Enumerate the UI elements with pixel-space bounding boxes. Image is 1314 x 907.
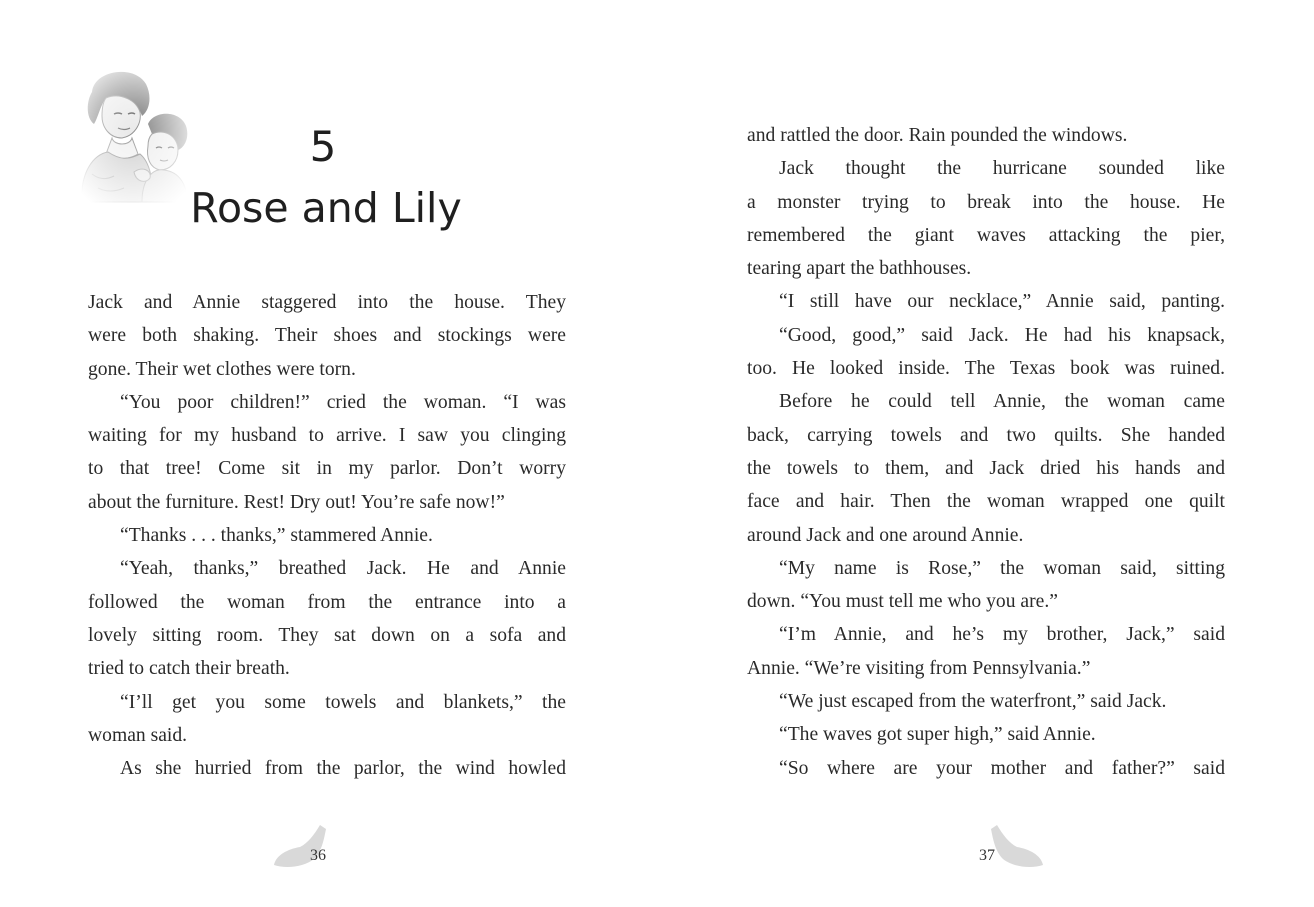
text-line: back, carrying towels and two quilts. She handed (747, 424, 1225, 446)
right-page (657, 0, 1314, 907)
text-line: a monster trying to break into the house. He (747, 191, 1225, 213)
page-number: 36 (310, 847, 326, 864)
text-line: too. He looked inside. The Texas book was ruined. (747, 358, 1225, 380)
text-line: about the furniture. Rest! Dry out! You’re safe now!” (88, 491, 505, 513)
text-line: “I’m Annie, and he’s my brother, Jack,” said (779, 624, 1225, 646)
text-line: the towels to them, and Jack dried his hands and (747, 457, 1225, 479)
text-line: woman said. (88, 724, 188, 746)
right-page-body (747, 119, 1225, 785)
text-line: “My name is Rose,” the woman said, sitting (779, 557, 1225, 579)
page-number-left (270, 821, 350, 871)
text-line: “You poor children!” cried the woman. “I was (120, 391, 566, 413)
text-line: gone. Their wet clothes were torn. (88, 358, 356, 380)
text-line: Before he could tell Annie, the woman came (779, 391, 1225, 413)
text-line: Jack thought the hurricane sounded like (779, 158, 1225, 180)
text-line: waiting for my husband to arrive. I saw you clinging (88, 425, 566, 447)
text-line: “Good, good,” said Jack. He had his knapsack, (779, 324, 1225, 346)
left-page-body (88, 286, 566, 785)
text-line: “I’ll get you some towels and blankets,” the (120, 691, 566, 713)
text-line: were both shaking. Their shoes and stockings were (88, 325, 566, 347)
text-line: “The waves got super high,” said Annie. (779, 724, 1096, 746)
page-number: 37 (979, 847, 995, 864)
text-line: remembered the giant waves attacking the pier, (747, 224, 1225, 246)
text-line: tried to catch their breath. (88, 658, 290, 680)
page-number-right (979, 821, 1059, 871)
text-line: Jack and Annie staggered into the house. They (88, 292, 566, 313)
text-line: “We just escaped from the waterfront,” said Jack. (779, 691, 1167, 713)
text-line: face and hair. Then the woman wrapped one quilt (747, 491, 1225, 513)
text-line: down. “You must tell me who you are.” (747, 591, 1058, 613)
text-line: “So where are your mother and father?” said (779, 757, 1225, 779)
text-line: tearing apart the bathhouses. (747, 258, 972, 280)
text-line: to that tree! Come sit in my parlor. Don’t worry (88, 458, 566, 480)
chapter-number: 5 (309, 122, 337, 171)
text-line: Annie. “We’re visiting from Pennsylvania.” (747, 657, 1091, 679)
text-line: and rattled the door. Rain pounded the windows. (747, 125, 1128, 146)
text-line: around Jack and one around Annie. (747, 524, 1024, 546)
text-line: lovely sitting room. They sat down on a sofa and (88, 624, 566, 646)
text-line: “Thanks . . . thanks,” stammered Annie. (120, 525, 433, 547)
text-line: As she hurried from the parlor, the wind howled (120, 758, 566, 780)
text-line: “Yeah, thanks,” breathed Jack. He and Annie (120, 558, 566, 580)
text-line: followed the woman from the entrance into a (88, 591, 566, 613)
text-line: “I still have our necklace,” Annie said, panting. (779, 291, 1225, 313)
chapter-title: Rose and Lily (190, 184, 462, 232)
